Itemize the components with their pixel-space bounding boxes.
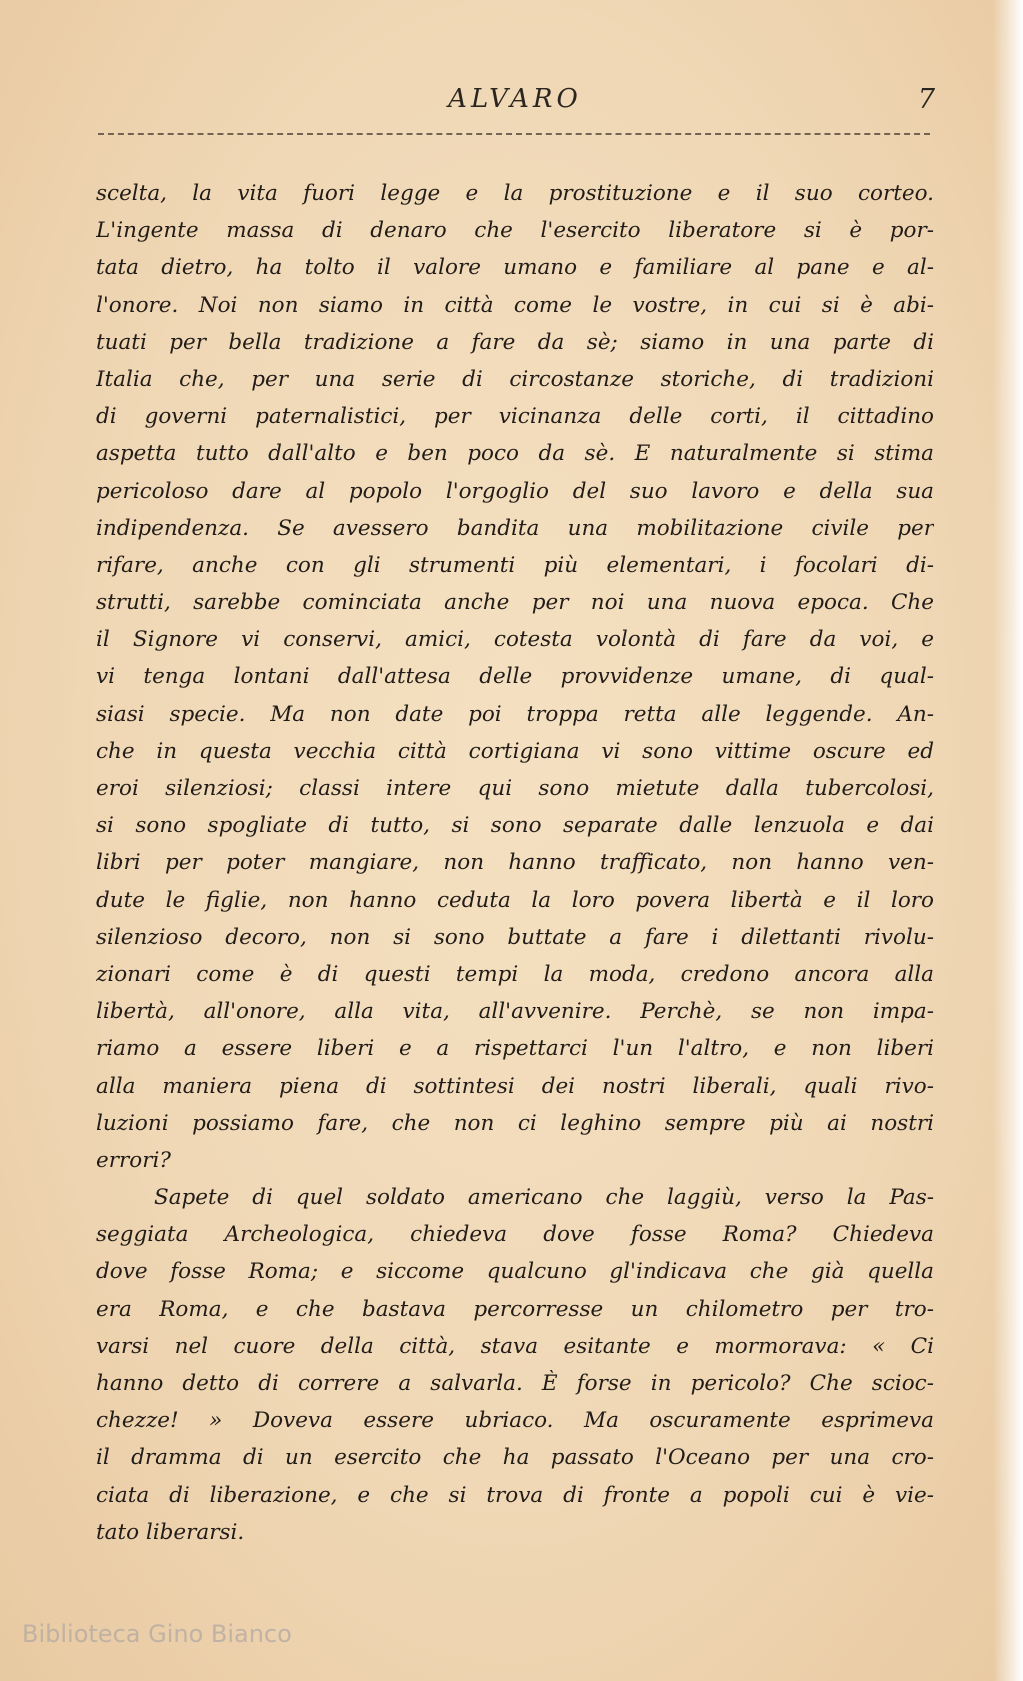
text-line: siasi specie. Ma non date poi troppa retta alle leggende. An-	[96, 701, 934, 727]
text-line: aspetta tutto dall'alto e ben poco da sè. E naturalmente si stima	[96, 441, 934, 467]
body-text	[96, 175, 934, 1551]
library-watermark: Biblioteca Gino Bianco	[22, 1620, 292, 1648]
text-line: seggiata Archeologica, chiedeva dove fosse Roma? Chiedeva	[96, 1222, 934, 1248]
text-line: hanno detto di correre a salvarla. È forse in pericolo? Che scioc-	[96, 1371, 934, 1396]
text-line: si sono spogliate di tutto, si sono separate dalle lenzuola e dai	[96, 813, 934, 839]
text-line: pericoloso dare al popolo l'orgoglio del suo lavoro e della sua	[96, 478, 934, 504]
text-line: errori?	[96, 1147, 171, 1173]
text-line: rifare, anche con gli strumenti più elementari, i focolari di-	[96, 552, 934, 578]
page-header	[95, 84, 935, 124]
text-line: indipendenza. Se avessero bandita una mobilitazione civile per	[96, 515, 934, 541]
text-line: tata dietro, ha tolto il valore umano e familiare al pane e al-	[96, 255, 934, 281]
text-line: l'onore. Noi non siamo in città come le vostre, in cui si è abi-	[96, 292, 934, 318]
text-line: scelta, la vita fuori legge e la prostituzione e il suo corteo.	[96, 181, 934, 206]
text-line: il dramma di un esercito che ha passato l'Oceano per una cro-	[96, 1445, 934, 1471]
text-line: dute le figlie, non hanno ceduta la loro povera libertà e il loro	[96, 887, 934, 913]
header-rule	[98, 133, 930, 135]
text-line: eroi silenziosi; classi intere qui sono mietute dalla tubercolosi,	[96, 776, 934, 801]
text-line: silenzioso decoro, non si sono buttate a fare i dilettanti rivolu-	[96, 924, 934, 950]
text-line: riamo a essere liberi e a rispettarci l'un l'altro, e non liberi	[96, 1036, 934, 1062]
text-line: vi tenga lontani dall'attesa delle provvidenze umane, di qual-	[96, 664, 934, 690]
text-line: libri per poter mangiare, non hanno trafficato, non hanno ven-	[96, 850, 934, 876]
text-line: tuati per bella tradizione a fare da sè; siamo in una parte di	[96, 329, 934, 355]
text-line: era Roma, e che bastava percorresse un chilometro per tro-	[96, 1296, 934, 1322]
text-line: tato liberarsi.	[96, 1519, 245, 1545]
text-line: che in questa vecchia città cortigiana vi sono vittime oscure ed	[96, 738, 934, 764]
text-line: Sapete di quel soldato americano che laggiù, verso la Pas-	[154, 1185, 934, 1211]
text-line: strutti, sarebbe cominciata anche per noi una nuova epoca. Che	[96, 590, 934, 616]
text-line: ciata di liberazione, e che si trova di fronte a popoli cui è vie-	[96, 1482, 934, 1508]
running-head: ALVARO	[448, 84, 582, 114]
text-line: varsi nel cuore della città, stava esitante e mormorava: « Ci	[96, 1333, 934, 1359]
text-line: alla maniera piena di sottintesi dei nostri liberali, quali rivo-	[96, 1073, 934, 1099]
text-line: zionari come è di questi tempi la moda, credono ancora alla	[96, 961, 934, 987]
text-line: libertà, all'onore, alla vita, all'avvenire. Perchè, se non impa-	[96, 999, 934, 1025]
text-line: di governi paternalistici, per vicinanza delle corti, il cittadino	[96, 404, 934, 430]
page-edge	[993, 0, 1023, 1681]
page-number: 7	[917, 84, 935, 115]
text-line: dove fosse Roma; e siccome qualcuno gl'indicava che già quella	[96, 1259, 934, 1285]
text-line: L'ingente massa di denaro che l'esercito liberatore si è por-	[96, 218, 934, 244]
text-line: Italia che, per una serie di circostanze storiche, di tradizioni	[96, 366, 934, 392]
text-line: il Signore vi conservi, amici, cotesta volontà di fare da voi, e	[96, 627, 934, 653]
text-line: chezze! » Doveva essere ubriaco. Ma oscuramente esprimeva	[96, 1408, 934, 1434]
text-line: luzioni possiamo fare, che non ci leghino sempre più ai nostri	[96, 1110, 934, 1136]
